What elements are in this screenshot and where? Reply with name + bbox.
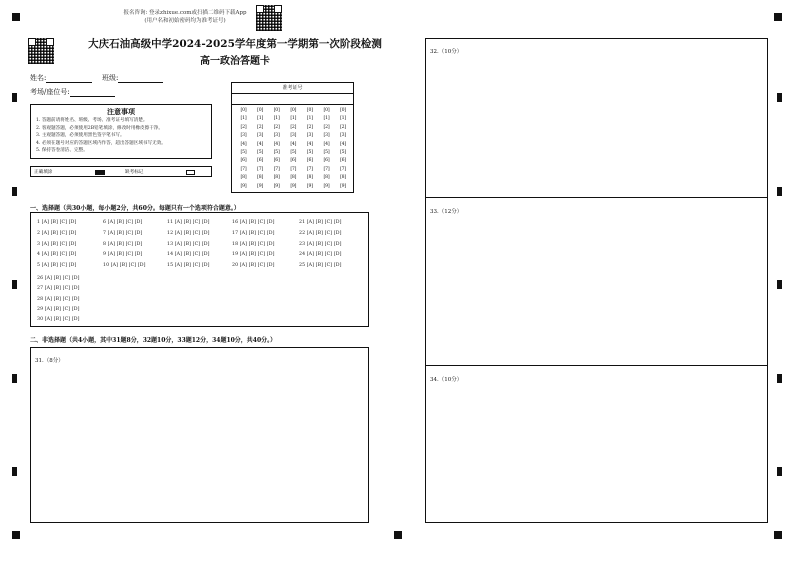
right-answer-column (425, 38, 768, 523)
seat-label: 考场/座位号: (30, 88, 70, 96)
choice-row[interactable]: 27 [A] [B] [C] [D] (37, 286, 80, 292)
exam-digit-bubble[interactable]: [0] (240, 108, 247, 113)
exam-digit-bubble[interactable]: [8] (290, 175, 297, 181)
choice-row[interactable]: 30 [A] [B] [C] [D] (37, 317, 80, 323)
choice-row[interactable]: 6 [A] [B] [C] [D] (103, 220, 143, 225)
exam-digit-bubble[interactable]: [5] (240, 150, 247, 156)
exam-digit-bubble[interactable]: [2] (306, 124, 313, 130)
exam-number-grid[interactable] (236, 107, 351, 191)
exam-digit-bubble[interactable]: [2] (290, 124, 297, 130)
exam-digit-bubble[interactable]: [5] (257, 150, 264, 156)
exam-digit-bubble[interactable]: [0] (273, 108, 280, 113)
exam-digit-bubble[interactable]: [9] (306, 183, 313, 189)
choice-row[interactable]: 5 [A] [B] [C] [D] (37, 262, 77, 268)
choice-row[interactable]: 13 [A] [B] [C] [D] (167, 241, 210, 247)
note-item: 1. 答题前请将姓名、班级、考场、准考证号填写清楚。 (36, 118, 148, 123)
exam-digit-bubble[interactable]: [7] (273, 166, 280, 172)
choice-row[interactable]: 10 [A] [B] [C] [D] (103, 262, 146, 268)
divider (426, 365, 767, 366)
choice-row[interactable]: 8 [A] [B] [C] [D] (103, 241, 143, 247)
missing-label: 缺考标记 (125, 170, 144, 175)
exam-digit-bubble[interactable]: [8] (306, 175, 313, 181)
choice-row[interactable]: 9 [A] [B] [C] [D] (103, 252, 143, 257)
exam-digit-bubble[interactable]: [2] (323, 124, 330, 130)
exam-digit-bubble[interactable]: [0] (323, 108, 330, 113)
choice-row[interactable]: 29 [A] [B] [C] [D] (37, 306, 80, 312)
choice-answer-box (30, 212, 369, 327)
exam-digit-bubble[interactable]: [9] (340, 183, 347, 189)
exam-digit-bubble[interactable]: [5] (340, 150, 347, 156)
exam-digit-bubble[interactable]: [4] (323, 141, 330, 147)
note-item: 3. 主观题答题，必须使用黑色签字笔书写。 (36, 133, 125, 139)
exam-digit-bubble[interactable]: [7] (340, 166, 347, 172)
choice-row[interactable]: 23 [A] [B] [C] [D] (299, 241, 342, 247)
qr-code-icon (28, 38, 54, 64)
top-note-line2: (用户名和初始密码均为准考证号) (144, 18, 226, 24)
exam-digit-bubble[interactable]: [5] (323, 150, 330, 156)
exam-digit-bubble[interactable]: [3] (257, 133, 264, 139)
exam-digit-bubble[interactable]: [0] (257, 108, 264, 113)
exam-digit-bubble[interactable]: [6] (290, 158, 297, 164)
exam-digit-bubble[interactable]: [8] (240, 175, 247, 181)
choice-row[interactable]: 11 [A] [B] [C] [D] (167, 220, 210, 225)
exam-digit-bubble[interactable]: [9] (290, 183, 297, 189)
q33-label: 33.（12分） (430, 209, 463, 215)
exam-digit-bubble[interactable]: [7] (323, 166, 330, 172)
choice-row[interactable]: 20 [A] [B] [C] [D] (232, 262, 275, 268)
exam-digit-bubble[interactable]: [6] (240, 158, 247, 164)
notes-box (30, 104, 212, 159)
exam-digit-bubble[interactable]: [8] (323, 175, 330, 181)
seat-field[interactable] (30, 87, 115, 97)
exam-digit-bubble[interactable]: [9] (240, 183, 247, 189)
missing-box[interactable] (186, 170, 195, 175)
corner-mark (12, 13, 20, 21)
exam-digit-bubble[interactable]: [8] (340, 175, 347, 181)
exam-digit-bubble[interactable]: [7] (290, 166, 297, 172)
side-mark (12, 187, 17, 196)
choice-row[interactable]: 22 [A] [B] [C] [D] (299, 231, 342, 236)
divider (426, 197, 767, 198)
choice-row[interactable]: 2 [A] [B] [C] [D] (37, 231, 77, 236)
choice-row[interactable]: 15 [A] [B] [C] [D] (167, 262, 210, 268)
choice-row[interactable]: 17 [A] [B] [C] [D] (232, 231, 275, 236)
answer-box-31[interactable] (30, 347, 369, 523)
choice-row[interactable]: 12 [A] [B] [C] [D] (167, 231, 210, 236)
exam-digit-bubble[interactable]: [1] (323, 116, 330, 122)
side-mark (12, 93, 17, 102)
choice-row[interactable]: 3 [A] [B] [C] [D] (37, 241, 77, 247)
choice-row[interactable]: 1 [A] [B] [C] [D] (37, 220, 77, 225)
exam-digit-bubble[interactable]: [2] (257, 124, 264, 130)
filled-box-icon (95, 170, 105, 175)
fill-example (30, 166, 212, 177)
note-item: 2. 客观题答题，必须使用2B铅笔填涂，修改时用橡皮擦干净。 (36, 125, 163, 131)
exam-digit-bubble[interactable]: [1] (240, 116, 247, 122)
qr-code-icon (256, 5, 282, 31)
name-label: 姓名: (30, 74, 47, 82)
exam-digit-bubble[interactable]: [4] (240, 141, 247, 147)
exam-digit-bubble[interactable]: [3] (273, 133, 280, 139)
q34-label: 34.（10分） (430, 377, 463, 383)
exam-digit-bubble[interactable]: [7] (306, 166, 313, 172)
corner-mark (774, 13, 782, 21)
class-field[interactable] (102, 73, 163, 83)
top-note (100, 9, 270, 25)
exam-digit-bubble[interactable]: [2] (273, 124, 280, 130)
side-mark (777, 467, 782, 476)
corner-mark (394, 531, 402, 539)
exam-number-header: 准考证号 (232, 83, 353, 94)
exam-digit-bubble[interactable]: [4] (273, 141, 280, 147)
exam-number-write-row[interactable] (232, 94, 353, 105)
exam-digit-bubble[interactable]: [9] (323, 183, 330, 189)
exam-digit-bubble[interactable]: [6] (323, 158, 330, 164)
corner-mark (774, 531, 782, 539)
choice-row[interactable]: 18 [A] [B] [C] [D] (232, 241, 275, 247)
exam-digit-bubble[interactable]: [6] (273, 158, 280, 164)
choice-row[interactable]: 28 [A] [B] [C] [D] (37, 296, 80, 302)
page-title: 大庆石油高级中学2024-2025学年度第一学期第一次阶段检测 (88, 38, 382, 50)
choice-row[interactable]: 25 [A] [B] [C] [D] (299, 262, 342, 268)
exam-digit-bubble[interactable]: [1] (290, 116, 297, 122)
side-mark (12, 374, 17, 383)
section2-title: 二、非选择题（共4小题，其中31题8分，32题10分，33题12分，34题10分，共40分。） (30, 337, 277, 344)
exam-digit-bubble[interactable]: [5] (290, 150, 297, 156)
exam-digit-bubble[interactable]: [8] (273, 175, 280, 181)
exam-digit-bubble[interactable]: [2] (240, 124, 247, 130)
page-subtitle: 高一政治答题卡 (200, 56, 270, 67)
exam-digit-bubble[interactable]: [3] (290, 133, 297, 139)
exam-digit-bubble[interactable]: [0] (340, 108, 347, 113)
section1-title: 一、选择题（共30小题，每小题2分，共60分。每题只有一个选项符合题意。） (30, 205, 240, 212)
top-note-line1: 报名咨询: 登录zhixue.com或扫描二维码下载App (123, 10, 247, 16)
exam-digit-bubble[interactable]: [3] (306, 133, 313, 139)
class-label: 班级: (102, 74, 119, 82)
choice-row[interactable]: 4 [A] [B] [C] [D] (37, 252, 77, 257)
exam-digit-bubble[interactable]: [1] (273, 116, 280, 122)
choice-row[interactable]: 24 [A] [B] [C] [D] (299, 252, 342, 257)
exam-digit-bubble[interactable]: [6] (257, 158, 264, 164)
exam-digit-bubble[interactable]: [4] (257, 141, 264, 147)
side-mark (777, 374, 782, 383)
exam-digit-bubble[interactable]: [4] (290, 141, 297, 147)
side-mark (777, 187, 782, 196)
choice-row[interactable]: 26 [A] [B] [C] [D] (37, 276, 80, 281)
choice-row[interactable]: 16 [A] [B] [C] [D] (232, 220, 275, 225)
exam-digit-bubble[interactable]: [2] (340, 124, 347, 130)
choice-row[interactable]: 7 [A] [B] [C] [D] (103, 231, 143, 236)
notes-title: 注意事项 (107, 107, 135, 116)
exam-digit-bubble[interactable]: [1] (257, 116, 264, 122)
exam-digit-bubble[interactable]: [9] (273, 183, 280, 189)
exam-digit-bubble[interactable]: [4] (340, 141, 347, 147)
correct-fill-label: 正确填涂 (34, 170, 53, 175)
side-mark (777, 93, 782, 102)
exam-digit-bubble[interactable]: [6] (340, 158, 347, 164)
choice-row[interactable]: 19 [A] [B] [C] [D] (232, 252, 275, 257)
side-mark (777, 280, 782, 289)
exam-digit-bubble[interactable]: [3] (323, 133, 330, 139)
exam-digit-bubble[interactable]: [0] (290, 108, 297, 113)
exam-digit-bubble[interactable]: [1] (340, 116, 347, 122)
exam-number-box (231, 82, 354, 193)
side-mark (12, 280, 17, 289)
exam-digit-bubble[interactable]: [9] (257, 183, 264, 189)
name-field[interactable] (30, 73, 92, 83)
choice-row[interactable]: 14 [A] [B] [C] [D] (167, 252, 210, 257)
exam-digit-bubble[interactable]: [4] (306, 141, 313, 147)
exam-digit-bubble[interactable]: [0] (306, 108, 313, 113)
side-mark (12, 467, 17, 476)
exam-digit-bubble[interactable]: [3] (240, 133, 247, 139)
note-item: 5. 保持答卷清洁、完整。 (36, 148, 88, 154)
q31-label: 31.（8分） (35, 358, 64, 364)
choice-row[interactable]: 21 [A] [B] [C] [D] (299, 220, 342, 225)
exam-digit-bubble[interactable]: [7] (240, 166, 247, 172)
q32-label: 32.（10分） (430, 49, 463, 55)
exam-digit-bubble[interactable]: [3] (340, 133, 347, 139)
exam-digit-bubble[interactable]: [7] (257, 166, 264, 172)
exam-digit-bubble[interactable]: [8] (257, 175, 264, 181)
exam-digit-bubble[interactable]: [1] (306, 116, 313, 122)
note-item: 4. 必须在题号对应的答题区域内作答，超出答题区域书写无效。 (36, 140, 166, 146)
exam-digit-bubble[interactable]: [5] (273, 150, 280, 156)
exam-digit-bubble[interactable]: [5] (306, 150, 313, 156)
corner-mark (12, 531, 20, 539)
exam-digit-bubble[interactable]: [6] (306, 158, 313, 164)
